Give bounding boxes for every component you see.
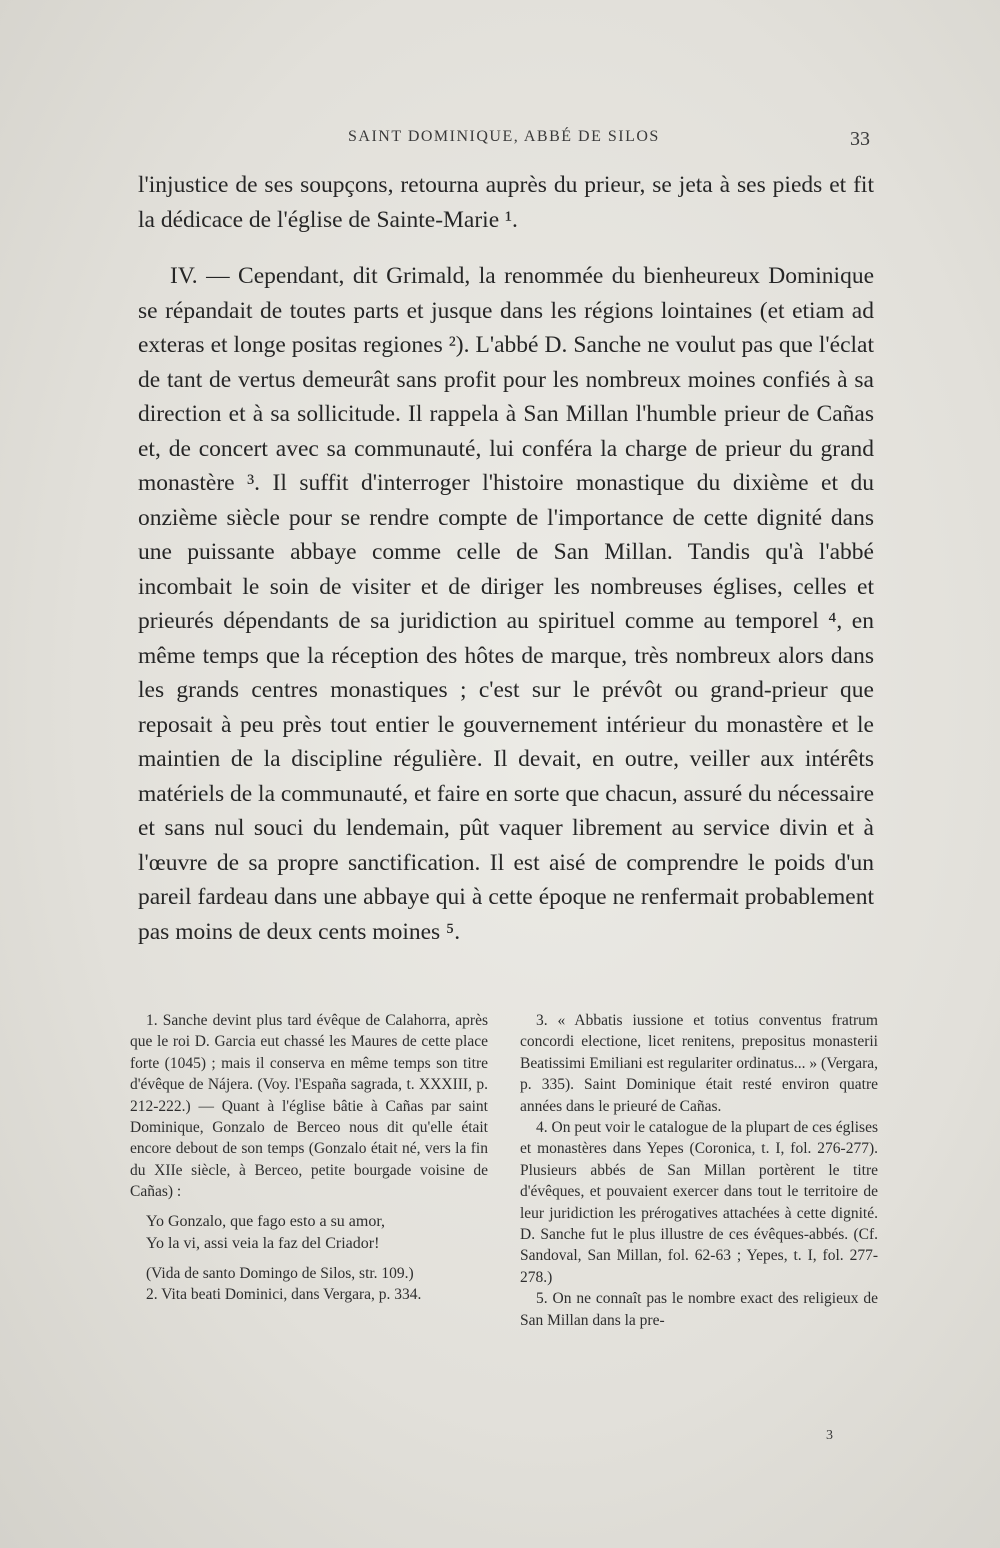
verse-line-2: Yo la vi, assi veia la faz del Criador! [146,1234,380,1252]
running-title: SAINT DOMINIQUE, ABBÉ DE SILOS [348,128,660,145]
footnotes [130,1010,878,1331]
verse-citation: (Vida de santo Domingo de Silos, str. 109.) [146,1264,414,1282]
footnotes-right-column [520,1010,878,1331]
footnotes-left-column [130,1010,488,1331]
footnote-4: 4. On peut voir le catalogue de la plupart de ces églises et monastères dans Yepes (Coronica, t. I, fol. 276-277). Plusieurs abbés de San Millan portèrent le titre d'évêques, et pouvaient exercer dans tout le territoire de leur juridiction les prérogatives attachées à cette dignité. D. Sanche fut le plus illustre de ces évêques-abbés. (Cf. Sandoval, San Millan, fol. 62-63 ; Yepes, t. I, fol. 277-278.) [520,1119,878,1286]
footnote-5: 5. On ne connaît pas le nombre exact des religieux de San Millan dans la pre- [520,1290,878,1329]
signature-mark: 3 [826,1428,833,1443]
paragraph-section-iv: IV. — Cependant, dit Grimald, la renommée du bienheureux Dominique se répandait de toutes parts et jusque dans les régions lointaines (et etiam ad exteras et longe positas regiones ²). L'abbé D. Sanche ne voulut pas que l'éclat de tant de vertus demeurât sans profit pour les nombreux moines confiés à sa direction et à sa sollicitude. Il rappela à San Millan l'humble prieur de Cañas et, de concert avec sa communauté, lui conféra la charge de prieur du grand monastère ³. Il suffit d'interroger l'histoire monastique du dixième et du onzième siècle pour se rendre compte de l'importance de cette dignité dans une puissante abbaye comme celle de San Millan. Tandis qu'à l'abbé incombait le soin de visiter et de diriger les nombreuses églises, celles et prieurés dépendants de sa juridiction au spirituel comme au temporel ⁴, en même temps que la réception des hôtes de marque, très nombreux alors dans les grands centres monastiques ; c'est sur le prévôt ou grand-prieur que reposait à peu près tout entier le gouvernement intérieur du monastère et le maintien de la discipline régulière. Il devait, en outre, veiller aux intérêts matériels de la communauté, et faire en sorte que chacun, assuré du nécessaire et sans nul souci du lendemain, pût vaquer librement au service divin et à l'œuvre de sa propre sanctification. Il est aisé de comprendre le poids d'un pareil fardeau dans une abbaye qui à cette époque ne renfermait probablement pas moins de deux cents moines ⁵. [138,263,875,945]
footnote-3: 3. « Abbatis iussione et totius conventus fratrum concordi electione, licet renitens, prepositus monasterii Beatissimi Emiliani est regulariter ordinatus... » (Vergara, p. 335). Saint Dominique était resté environ quatre années dans le prieuré de Cañas. [520,1012,878,1115]
verse-line-1: Yo Gonzalo, que fago esto a su amor, [146,1212,386,1230]
footnote-2: 2. Vita beati Dominici, dans Vergara, p. 334. [146,1286,422,1304]
page-number: 33 [850,128,870,150]
footnote-1: 1. Sanche devint plus tard évêque de Calahorra, après que le roi D. Garcia eut chassé les Maures de cette place forte (1045) ; mais il conserva en même temps son titre d'évêque de Nájera. (Voy. l'España sagrada, t. XXXIII, p. 212-222.) — Quant à l'église bâtie à Cañas par saint Dominique, Gonzalo de Berceo nous dit qu'elle était encore debout de son temps (Gonzalo était né, vers la fin du XIIe siècle, à Berceo, petite bourgade voisine de Cañas) : [130,1012,488,1201]
paragraph-continuation: l'injustice de ses soupçons, retourna auprès du prieur, se jeta à ses pieds et fit la dédicace de l'église de Sainte-Marie ¹. [138,172,874,233]
main-text [138,168,874,949]
